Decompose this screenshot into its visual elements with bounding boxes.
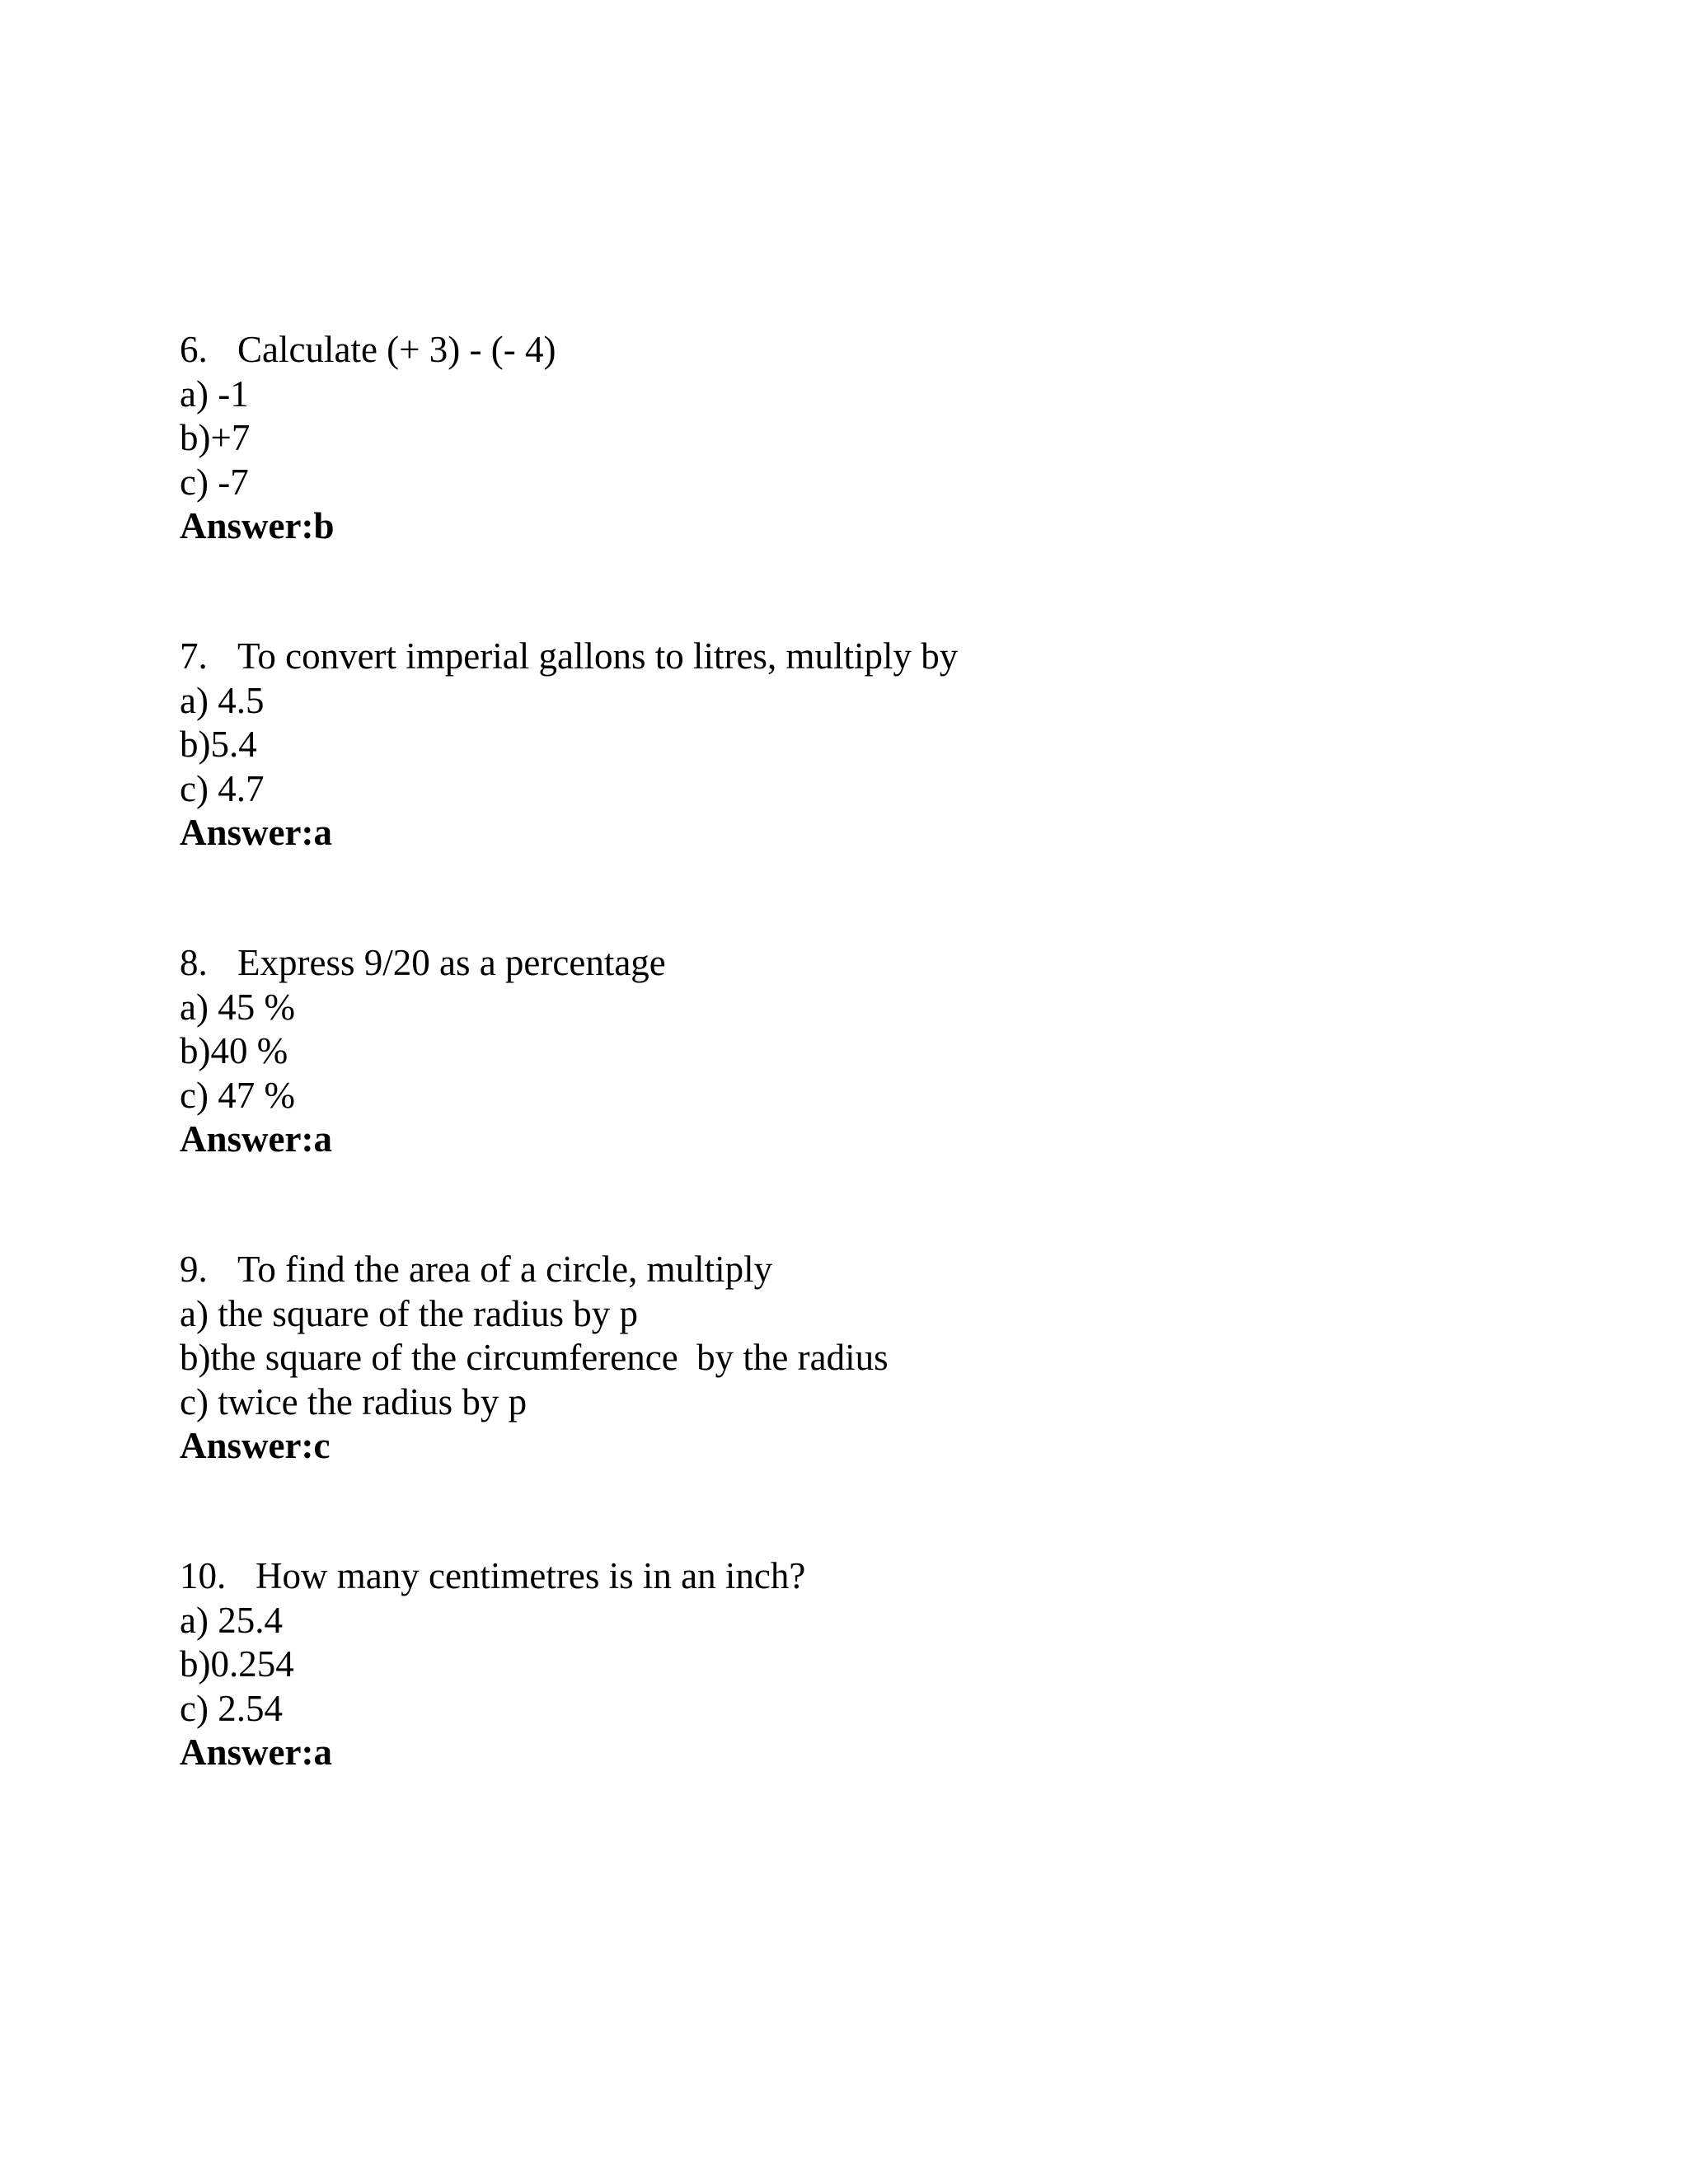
option-a: a) -1 [180,373,249,415]
question-text: Calculate (+ 3) - (- 4) [237,329,556,370]
option-c: c) 2.54 [180,1687,283,1729]
question-number: 10. [180,1555,227,1596]
question-number: 7. [180,635,208,677]
question-6 [180,328,1581,549]
option-a: a) 45 % [180,986,295,1028]
question-stem [180,328,1581,373]
question-stem [180,1554,1581,1599]
option-b: b)40 % [180,1030,288,1071]
answer-key: Answer:a [180,1732,332,1773]
question-stem [180,635,1581,679]
question-text: To find the area of a circle, multiply [237,1249,773,1290]
question-stem [180,1248,1581,1292]
question-text: Express 9/20 as a percentage [237,942,666,983]
answer-key: Answer:c [180,1425,331,1466]
option-a: a) the square of the radius by p [180,1292,639,1334]
option-b: b)5.4 [180,724,257,765]
option-c: c) 4.7 [180,767,265,809]
option-a: a) 4.5 [180,679,265,721]
option-b: b)the square of the circumference by the radius [180,1337,889,1378]
question-10 [180,1554,1581,1775]
option-c: c) 47 % [180,1074,295,1116]
option-c: c) twice the radius by p [180,1380,528,1422]
question-8 [180,941,1581,1162]
option-c: c) -7 [180,461,249,503]
question-number: 6. [180,329,208,370]
option-b: b)0.254 [180,1643,294,1685]
question-text: How many centimetres is in an inch? [256,1555,806,1596]
option-b: b)+7 [180,417,251,458]
question-number: 8. [180,942,208,983]
answer-key: Answer:a [180,812,332,853]
question-7 [180,635,1581,855]
answer-key: Answer:a [180,1118,332,1160]
answer-key: Answer:b [180,505,335,546]
question-number: 9. [180,1249,208,1290]
option-a: a) 25.4 [180,1599,283,1641]
question-stem [180,941,1581,986]
question-9 [180,1248,1581,1469]
question-text: To convert imperial gallons to litres, multiply by [237,635,959,677]
